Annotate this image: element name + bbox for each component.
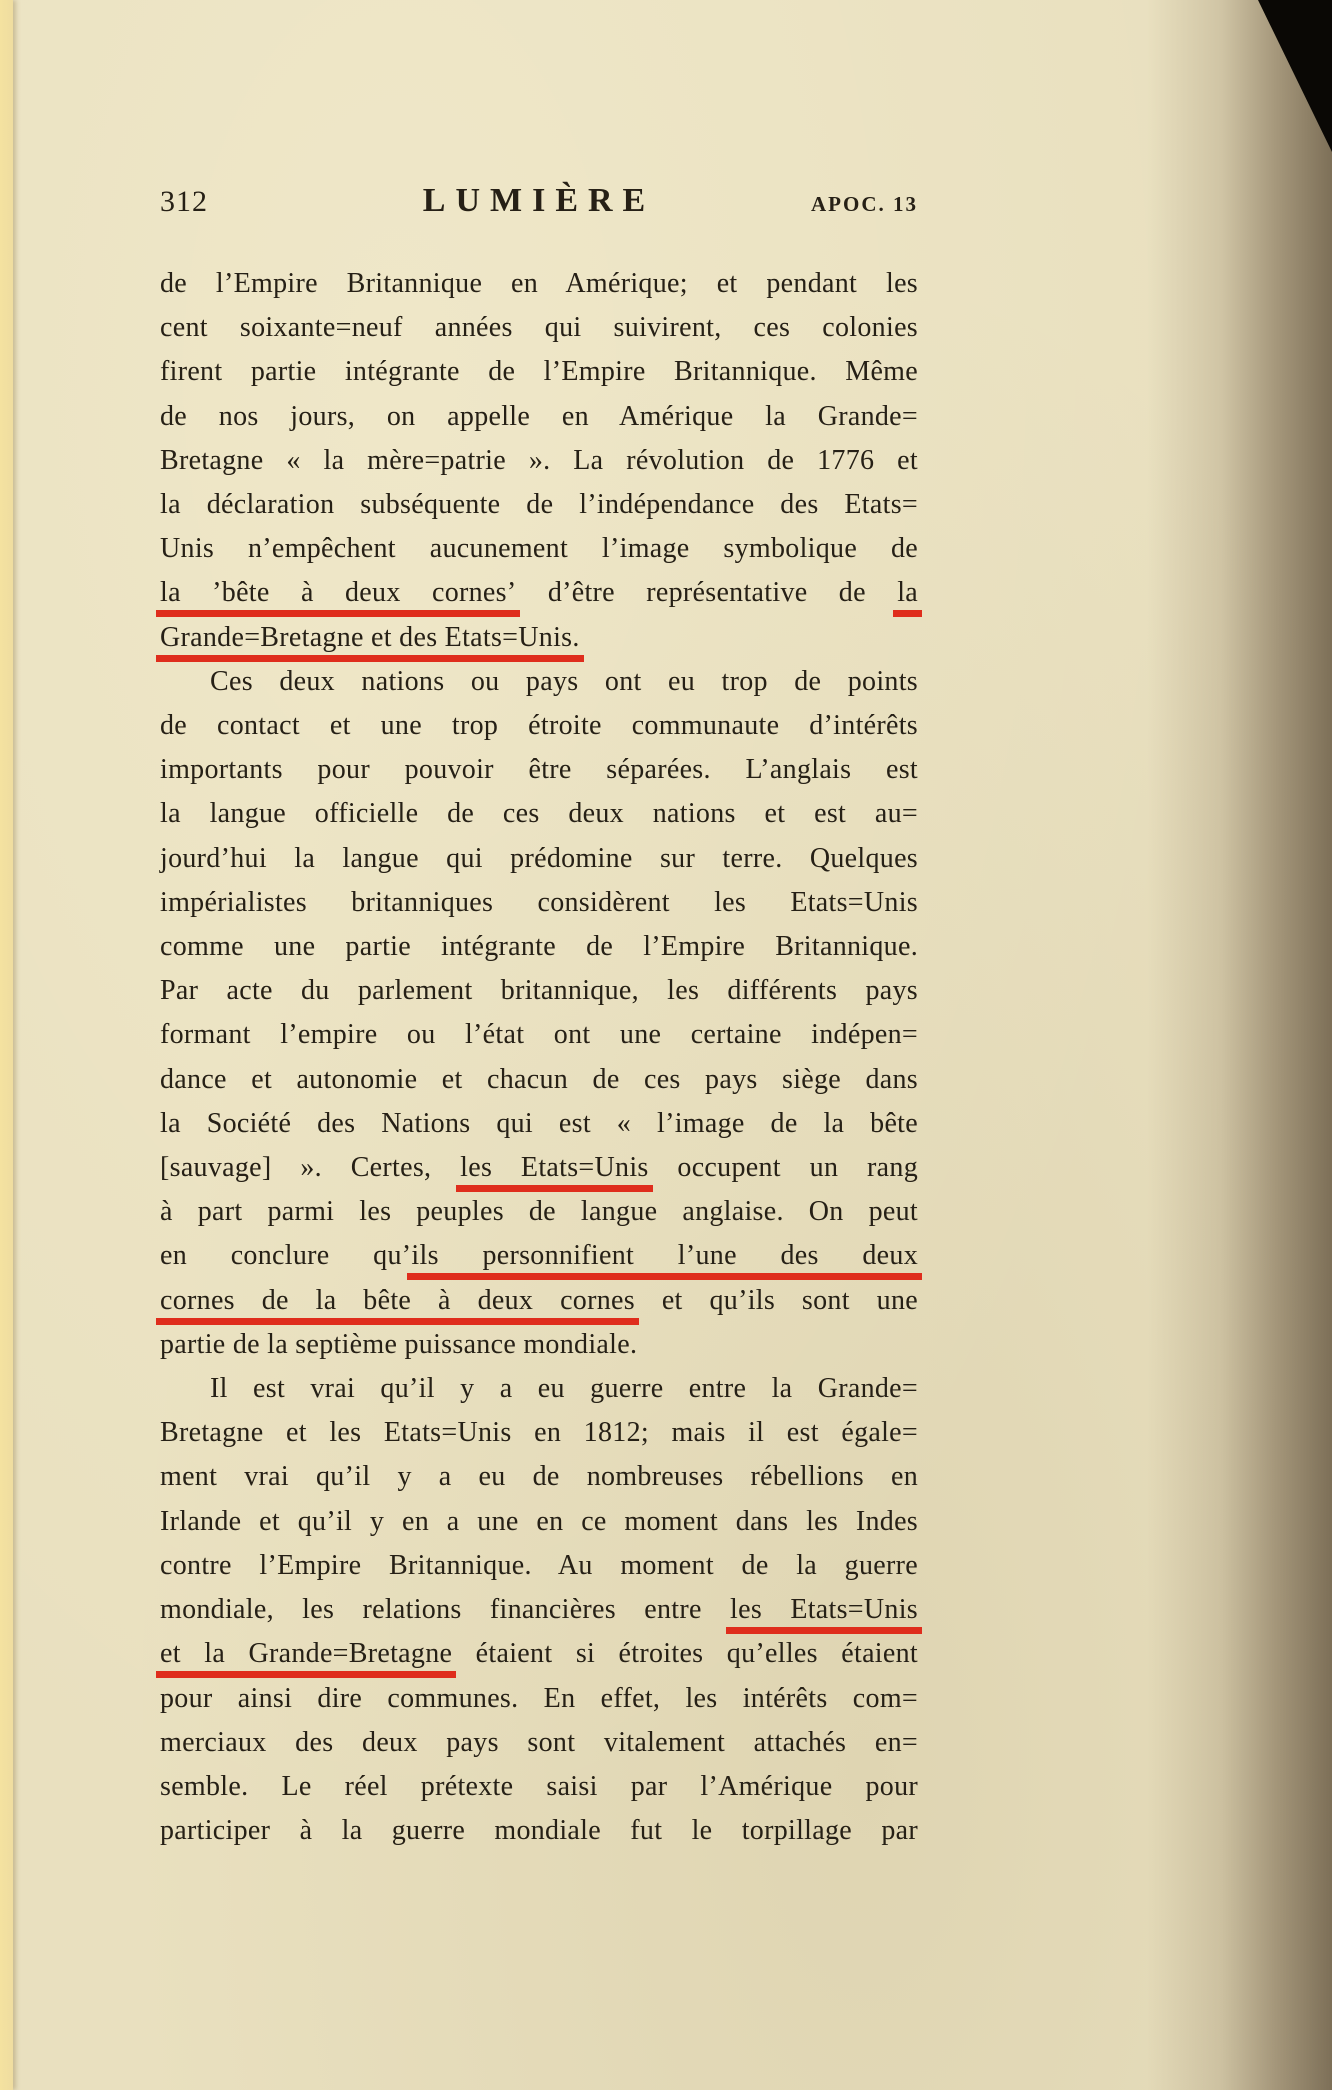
text-segment: firent partie intégrante de l’Empire Britannique. Même [160, 356, 918, 388]
text-line [160, 1279, 918, 1323]
text-line [160, 969, 918, 1013]
text-segment: la langue officielle de ces deux nations et est au= [160, 798, 918, 830]
text-segment: pour ainsi dire communes. En effet, les intérêts com= [160, 1682, 918, 1714]
text-line [160, 1102, 918, 1146]
text-segment: formant l’empire ou l’état ont une certaine indépen= [160, 1019, 918, 1051]
text-segment: Par acte du parlement britannique, les différents pays [160, 975, 918, 1007]
text-line [160, 616, 918, 660]
text-segment: [sauvage] ». Certes, [160, 1152, 461, 1184]
text-line [160, 1367, 918, 1411]
text-segment: étaient si étroites qu’elles étaient [452, 1638, 918, 1670]
text-line [160, 571, 918, 615]
page-number: 312 [160, 185, 208, 218]
red-underlined-text: les Etats=Unis [456, 1152, 652, 1192]
text-line [160, 925, 918, 969]
red-underlined-text: Grande=Bretagne et des Etats=Unis. [156, 622, 584, 662]
text-segment: Ces deux nations ou pays ont eu trop de points [210, 665, 918, 697]
text-segment: semble. Le réel prétexte saisi par l’Amérique pour [160, 1770, 918, 1802]
page-title: LUMIÈRE [422, 182, 656, 219]
text-segment: Irlande et qu’il y en a une en ce moment dans les Indes [160, 1505, 918, 1537]
text-line [160, 1721, 918, 1765]
text-segment: partie de la septième puissance mondiale. [160, 1328, 638, 1360]
text-line [160, 527, 918, 571]
red-underlined-text: les Etats=Unis [726, 1594, 922, 1634]
text-line [160, 748, 918, 792]
text-segment: ment vrai qu’il y a eu de nombreuses rébellions en [160, 1461, 918, 1493]
text-line [160, 1190, 918, 1234]
red-underlined-text: ils personnifient l’une des deux [407, 1240, 922, 1280]
page-gutter-shadow [1147, 0, 1332, 2090]
text-line [160, 1323, 918, 1367]
text-segment: de nos jours, on appelle en Amérique la Grande= [160, 400, 918, 432]
text-line [160, 1809, 918, 1853]
text-segment: la Société des Nations qui est « l’image de la bête [160, 1107, 918, 1139]
text-line [160, 439, 918, 483]
page-header [160, 182, 918, 220]
text-line [160, 1013, 918, 1057]
text-segment: comme une partie intégrante de l’Empire Britannique. [160, 931, 918, 963]
red-underlined-text: la [893, 577, 922, 617]
text-segment: dance et autonomie et chacun de ces pays siège dans [160, 1063, 918, 1095]
text-segment: Il est vrai qu’il y a eu guerre entre la Grande= [210, 1373, 918, 1405]
text-line [160, 1588, 918, 1632]
red-underlined-text: cornes de la bête à deux cornes [156, 1285, 639, 1325]
text-segment: à part parmi les peuples de langue anglaise. On peut [160, 1196, 918, 1228]
text-segment: en conclure qu’ [160, 1240, 412, 1272]
text-segment: de contact et une trop étroite communaute d’intérêts [160, 710, 918, 742]
text-line [160, 1455, 918, 1499]
text-line [160, 1765, 918, 1809]
text-segment: jourd’hui la langue qui prédomine sur terre. Quelques [160, 842, 918, 874]
text-line [160, 306, 918, 350]
red-underlined-text: la ’bête à deux cornes’ [156, 577, 520, 617]
text-line [160, 262, 918, 306]
text-segment: Bretagne « la mère=patrie ». La révolution de 1776 et [160, 444, 918, 476]
text-line [160, 1058, 918, 1102]
text-line [160, 660, 918, 704]
text-segment: la déclaration subséquente de l’indépendance des Etats= [160, 489, 918, 521]
text-line [160, 1632, 918, 1676]
text-segment: participer à la guerre mondiale fut le torpillage par [160, 1815, 918, 1847]
text-line [160, 350, 918, 394]
page-left-edge [0, 0, 13, 2090]
chapter-reference: APOC. 13 [811, 192, 918, 216]
text-segment: mondiale, les relations financières entre [160, 1594, 731, 1626]
text-segment: et qu’ils sont une [634, 1284, 918, 1316]
text-segment: cent soixante=neuf années qui suivirent, ces colonies [160, 312, 918, 344]
text-line [160, 881, 918, 925]
body-text [160, 262, 918, 1853]
text-line [160, 792, 918, 836]
text-segment: occupent un rang [648, 1152, 918, 1184]
red-underlined-text: et la Grande=Bretagne [156, 1638, 456, 1678]
text-line [160, 1234, 918, 1278]
text-segment: d’être représentative de [516, 577, 898, 609]
text-segment: impérialistes britanniques considèrent les Etats=Unis [160, 886, 918, 918]
text-segment: importants pour pouvoir être séparées. L’anglais est [160, 754, 918, 786]
text-segment: Bretagne et les Etats=Unis en 1812; mais il est égale= [160, 1417, 918, 1449]
text-line [160, 395, 918, 439]
text-segment: contre l’Empire Britannique. Au moment de la guerre [160, 1549, 918, 1581]
text-line [160, 1544, 918, 1588]
text-line [160, 1677, 918, 1721]
text-line [160, 1500, 918, 1544]
text-line [160, 837, 918, 881]
text-line [160, 704, 918, 748]
text-segment: de l’Empire Britannique en Amérique; et pendant les [160, 268, 918, 299]
text-line [160, 1146, 918, 1190]
text-line [160, 483, 918, 527]
text-segment: Unis n’empêchent aucunement l’image symbolique de [160, 533, 918, 565]
text-segment: merciaux des deux pays sont vitalement attachés en= [160, 1726, 918, 1758]
text-line [160, 1411, 918, 1455]
